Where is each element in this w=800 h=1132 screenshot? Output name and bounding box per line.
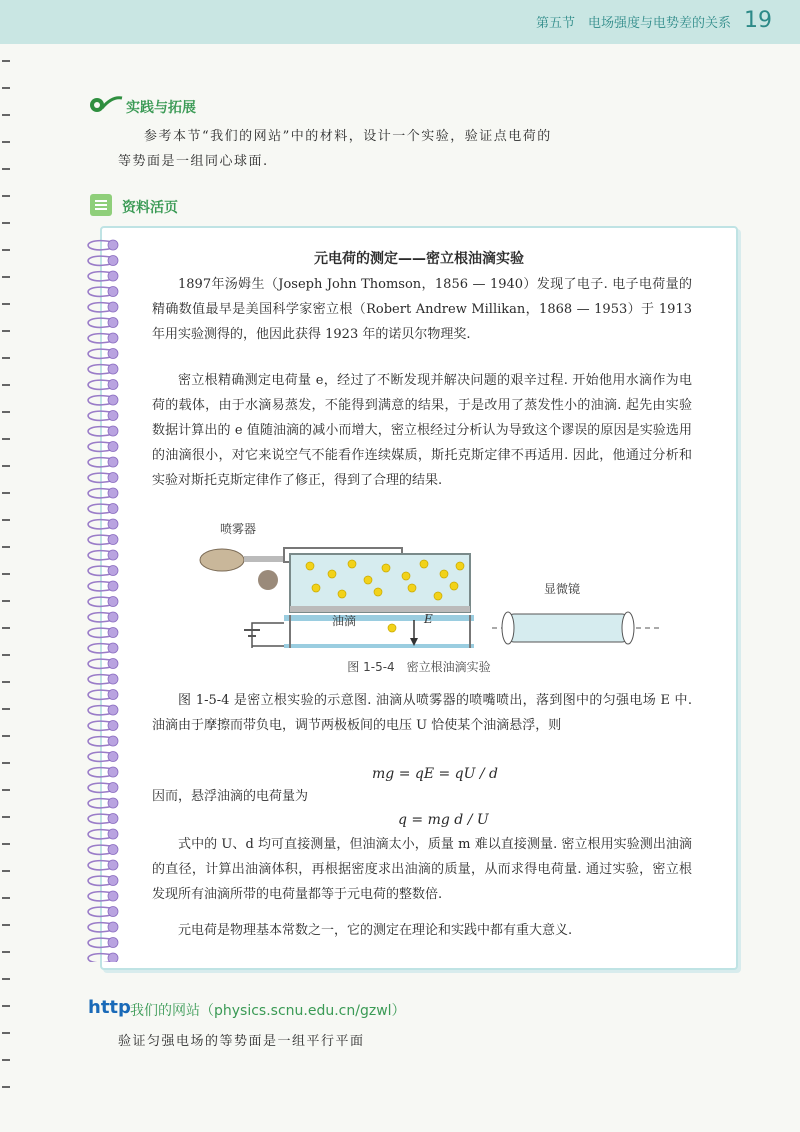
- practice-icon: [88, 94, 124, 116]
- spiral-hole: [108, 736, 118, 746]
- spiral-hole: [108, 814, 118, 824]
- margin-dash: [2, 573, 10, 575]
- margin-dash: [2, 951, 10, 953]
- margin-dash: [2, 114, 10, 116]
- spiral-hole: [108, 798, 118, 808]
- spiral-hole: [108, 922, 118, 932]
- spiral-hole: [108, 767, 118, 777]
- margin-dash: [2, 708, 10, 710]
- spiral-hole: [108, 488, 118, 498]
- margin-dash: [2, 195, 10, 197]
- margin-dash: [2, 411, 10, 413]
- margin-dash: [2, 681, 10, 683]
- margin-dash: [2, 816, 10, 818]
- margin-dash: [2, 438, 10, 440]
- figure-caption: 图 1-5-4 密立根油滴实验: [347, 660, 491, 674]
- card-paragraph-1: 1897年汤姆生（Joseph John Thomson，1856 — 1940）发现了电子. 电子电荷量的精确数值最早是美国科学家密立根（Robert Andrew Millikan，1868 — 1953）于 1913 年用实验测得的，他因此获得 1923 年的诺贝尔物理奖.: [152, 277, 692, 342]
- card-paragraph-5: 式中的 U、d 均可直接测量，但油滴太小，质量 m 难以直接测量. 密立根用实验测出油滴的直径，计算出油滴体积，再根据密度求出油滴的质量，从而求得电荷量. 通过实验，密立根发现所有油滴所带的电荷量都等于元电荷的整数倍.: [152, 837, 692, 902]
- spiral-hole: [108, 907, 118, 917]
- spiral-hole: [108, 674, 118, 684]
- header-bar: [0, 0, 800, 44]
- spiral-hole: [108, 953, 118, 962]
- practice-text: 参考本节“我们的网站”中的材料，设计一个实验，验证点电荷的等势面是一组同心球面.: [118, 129, 552, 169]
- page-number: 19: [744, 8, 772, 33]
- margin-dash: [2, 87, 10, 89]
- margin-dash: [2, 978, 10, 980]
- spiral-hole: [108, 271, 118, 281]
- spiral-hole: [108, 876, 118, 886]
- margin-dash: [2, 870, 10, 872]
- spiral-hole: [108, 442, 118, 452]
- website-title[interactable]: 我们的网站（physics.scnu.edu.cn/gzwl）: [130, 1003, 406, 1019]
- microscope-label: 显微镜: [544, 582, 581, 596]
- header-section: 第五节 电场强度与电势差的关系: [536, 16, 732, 31]
- margin-dash: [2, 1086, 10, 1088]
- margin-dash: [2, 1005, 10, 1007]
- margin-dash: [2, 735, 10, 737]
- spiral-hole: [108, 612, 118, 622]
- spiral-hole: [108, 473, 118, 483]
- spiral-hole: [108, 938, 118, 948]
- spiral-hole: [108, 845, 118, 855]
- spiral-hole: [108, 395, 118, 405]
- spiral-hole: [108, 333, 118, 343]
- spiral-hole: [108, 535, 118, 545]
- margin-dash: [2, 141, 10, 143]
- spiral-hole: [108, 302, 118, 312]
- spiral-hole: [108, 860, 118, 870]
- spiral-hole: [108, 349, 118, 359]
- margin-dash: [2, 1059, 10, 1061]
- spiral-hole: [108, 256, 118, 266]
- reference-icon: [90, 194, 112, 216]
- margin-dash: [2, 600, 10, 602]
- practice-title: 实践与拓展: [126, 100, 196, 116]
- equation-2: q = mg d / U: [398, 812, 489, 828]
- website-text: 验证匀强电场的等势面是一组平行平面: [118, 1034, 365, 1049]
- spiral-hole: [108, 364, 118, 374]
- spiral-hole: [108, 457, 118, 467]
- margin-dash: [2, 303, 10, 305]
- margin-dash: [2, 897, 10, 899]
- margin-dash: [2, 843, 10, 845]
- spiral-hole: [108, 318, 118, 328]
- margin-dash: [2, 1032, 10, 1034]
- millikan-diagram: [192, 518, 662, 648]
- spiral-hole: [108, 380, 118, 390]
- droplet-label: 油滴: [332, 614, 357, 628]
- spiral-hole: [108, 721, 118, 731]
- card-paragraph-3: 图 1-5-4 是密立根实验的示意图. 油滴从喷雾器的喷嘴喷出，落到图中的匀强电场 E 中. 油滴由于摩擦而带负电，调节两极板间的电压 U 恰使某个油滴悬浮，则: [152, 693, 692, 733]
- spiral-hole: [108, 752, 118, 762]
- spiral-hole: [108, 519, 118, 529]
- spiral-hole: [108, 783, 118, 793]
- margin-dash: [2, 519, 10, 521]
- reference-title: 资料活页: [122, 200, 178, 216]
- card-title: 元电荷的测定——密立根油滴实验: [314, 251, 524, 267]
- spiral-hole: [108, 829, 118, 839]
- website-logo: http: [88, 997, 131, 1018]
- spiral-hole: [108, 659, 118, 669]
- spiral-hole: [108, 240, 118, 250]
- spiral-hole: [108, 628, 118, 638]
- margin-dash: [2, 789, 10, 791]
- margin-dash: [2, 330, 10, 332]
- sprayer-label: 喷雾器: [220, 522, 257, 536]
- equation-1: mg = qE = qU / d: [372, 766, 499, 782]
- margin-dash: [2, 546, 10, 548]
- spiral-hole: [108, 705, 118, 715]
- spiral-hole: [108, 411, 118, 421]
- margin-dash: [2, 762, 10, 764]
- card-paragraph-2: 密立根精确测定电荷量 e，经过了不断发现并解决问题的艰辛过程. 开始他用水滴作为电荷的载体，由于水滴易蒸发，不能得到满意的结果，于是改用了蒸发性小的油滴. 起先由实验数据计算出的 e 值随油滴的减小而增大，密立根经过分析认为导致这个谬误的原因是实验选用的油滴很小，对它来说空气不能看作连续媒质，斯托克斯定律不再适用. 因此，他通过分析和实验对斯托克斯定律作了修正，得到了合理的结果.: [152, 373, 692, 488]
- card-paragraph-4: 因而，悬浮油滴的电荷量为: [152, 789, 309, 804]
- margin-dash: [2, 465, 10, 467]
- spiral-hole: [108, 690, 118, 700]
- margin-dash: [2, 357, 10, 359]
- margin-dash: [2, 60, 10, 62]
- margin-dash: [2, 384, 10, 386]
- spiral-hole: [108, 504, 118, 514]
- spiral-hole: [108, 581, 118, 591]
- spiral-hole: [108, 287, 118, 297]
- field-label: E: [424, 612, 433, 626]
- margin-dash: [2, 249, 10, 251]
- spiral-hole: [108, 643, 118, 653]
- margin-dash: [2, 627, 10, 629]
- margin-dash: [2, 654, 10, 656]
- margin-dash: [2, 492, 10, 494]
- margin-dash: [2, 276, 10, 278]
- margin-dash: [2, 924, 10, 926]
- spiral-hole: [108, 426, 118, 436]
- spiral-binding: [82, 232, 122, 962]
- margin-dash: [2, 222, 10, 224]
- card-paragraph-6: 元电荷是物理基本常数之一，它的测定在理论和实践中都有重大意义.: [178, 923, 573, 938]
- spiral-hole: [108, 550, 118, 560]
- margin-dash: [2, 168, 10, 170]
- spiral-hole: [108, 891, 118, 901]
- spiral-hole: [108, 566, 118, 576]
- spiral-hole: [108, 597, 118, 607]
- info-card: [100, 226, 738, 970]
